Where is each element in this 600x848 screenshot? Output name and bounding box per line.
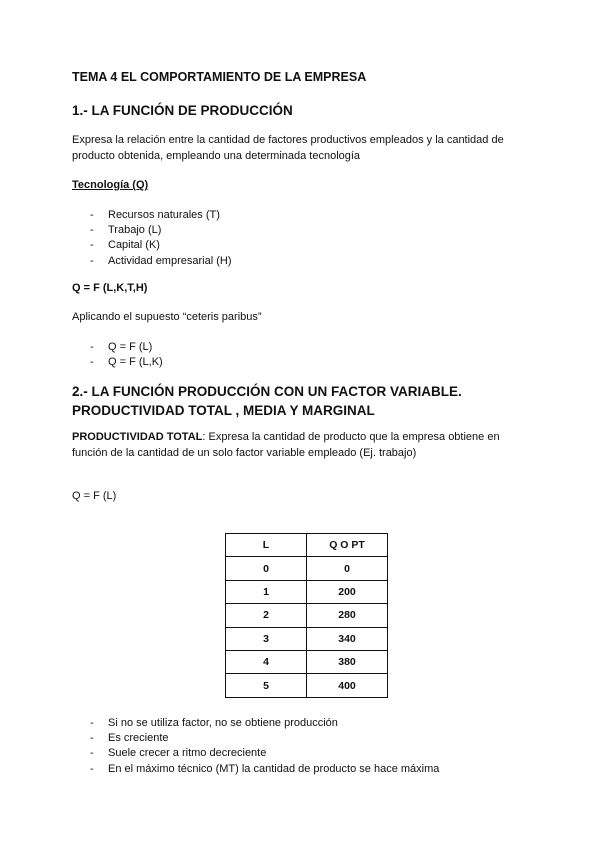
table-row (226, 604, 388, 627)
table-header-row (226, 534, 388, 557)
list-item: - Q = F (L) (90, 341, 153, 353)
section1-intro: Expresa la relación entre la cantidad de factores productivos empleados y la cantidad de producto obtenida, empleando una determinada tecnología (72, 134, 504, 162)
list-item: - Q = F (L,K) (90, 356, 163, 369)
table-row (226, 580, 388, 603)
table-row (226, 674, 388, 697)
table-cell: 3 (226, 627, 307, 650)
table-cell: 1 (226, 580, 307, 603)
list-item: - Suele crecer a ritmo decreciente (90, 747, 267, 760)
ceteris-paribus-text: Aplicando el supuesto “ceteris paribus” (72, 311, 262, 323)
production-formula: Q = F (L,K,T,H) (72, 282, 148, 294)
production-table (225, 533, 388, 698)
table-cell: 280 (307, 604, 388, 627)
column-header-pt: Q O PT (307, 534, 388, 557)
section1-heading: 1.- LA FUNCIÓN DE PRODUCCIÓN (72, 103, 293, 118)
section2-heading: 2.- LA FUNCIÓN PRODUCCIÓN CON UN FACTOR VARIABLE. PRODUCTIVIDAD TOTAL , MEDIA Y MARGINAL (72, 384, 462, 418)
document-title: TEMA 4 EL COMPORTAMIENTO DE LA EMPRESA (72, 70, 367, 84)
table-row (226, 627, 388, 650)
list-item: - En el máximo técnico (MT) la cantidad de producto se hace máxima (90, 762, 440, 775)
column-header-l: L (226, 534, 307, 557)
table-cell: 200 (307, 580, 388, 603)
notes-list (90, 716, 439, 777)
table-cell: 380 (307, 650, 388, 673)
list-item: - Trabajo (L) (90, 224, 162, 237)
list-item: - Recursos naturales (T) (90, 209, 220, 221)
table-cell: 5 (226, 674, 307, 697)
table-cell: 0 (307, 557, 388, 580)
tech-label: Tecnología (Q) (72, 179, 149, 191)
table-cell: 0 (226, 557, 307, 580)
table-row (226, 557, 388, 580)
list-item: - Actividad empresarial (H) (90, 254, 232, 267)
productividad-total-definition (72, 430, 532, 461)
table-cell: 4 (226, 650, 307, 673)
list-item: - Si no se utiliza factor, no se obtiene producción (90, 717, 338, 729)
table-row (226, 650, 388, 673)
ceteris-list (90, 340, 163, 370)
factors-list (90, 208, 231, 269)
productividad-total-label: PRODUCTIVIDAD TOTAL (72, 431, 203, 443)
section2-formula: Q = F (L) (72, 490, 117, 502)
list-item: - Es creciente (90, 732, 169, 745)
list-item: - Capital (K) (90, 239, 160, 252)
table-cell: 400 (307, 674, 388, 697)
productividad-total-text: : Expresa la cantidad de producto que la empresa obtiene en función de la cantidad de un solo factor variable empleado (Ej. trabajo) (72, 431, 500, 459)
table-cell: 340 (307, 627, 388, 650)
table-cell: 2 (226, 604, 307, 627)
